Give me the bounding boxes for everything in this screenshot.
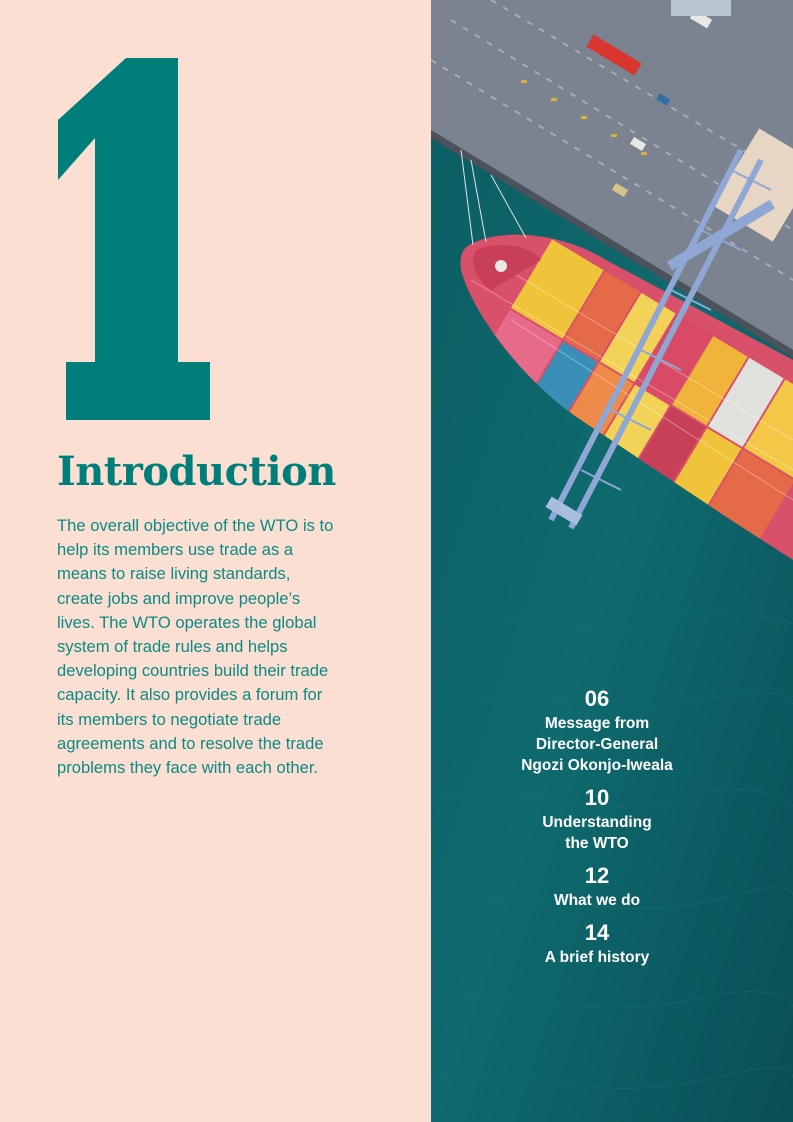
toc-title: Message from Director-General Ngozi Okonjo-Iweala (521, 715, 673, 774)
toc-item[interactable] (431, 862, 763, 911)
toc-item[interactable] (431, 685, 763, 776)
table-of-contents (431, 685, 763, 976)
toc-page-number: 10 (584, 785, 610, 810)
chapter-title: Introduction (57, 448, 336, 495)
toc-page-number: 06 (584, 686, 610, 711)
toc-item[interactable] (431, 919, 763, 968)
toc-page-number: 14 (584, 920, 610, 945)
toc-page-number: 12 (584, 863, 610, 888)
toc-item[interactable] (431, 784, 763, 854)
toc-title: A brief history (544, 949, 650, 966)
chapter-number (58, 58, 218, 424)
right-panel (431, 0, 793, 1122)
toc-title: Understanding the WTO (542, 814, 652, 852)
intro-paragraph: The overall objective of the WTO is to help its members use trade as a means to raise living standards, create jobs and improve people’s lives. The WTO operates the global system of trade rules and helps developing countries build their trade capacity. It also provides a forum for its members to negotiate trade agreements and to resolve the trade problems they face with each other. (57, 516, 334, 778)
toc-title: What we do (553, 892, 641, 909)
